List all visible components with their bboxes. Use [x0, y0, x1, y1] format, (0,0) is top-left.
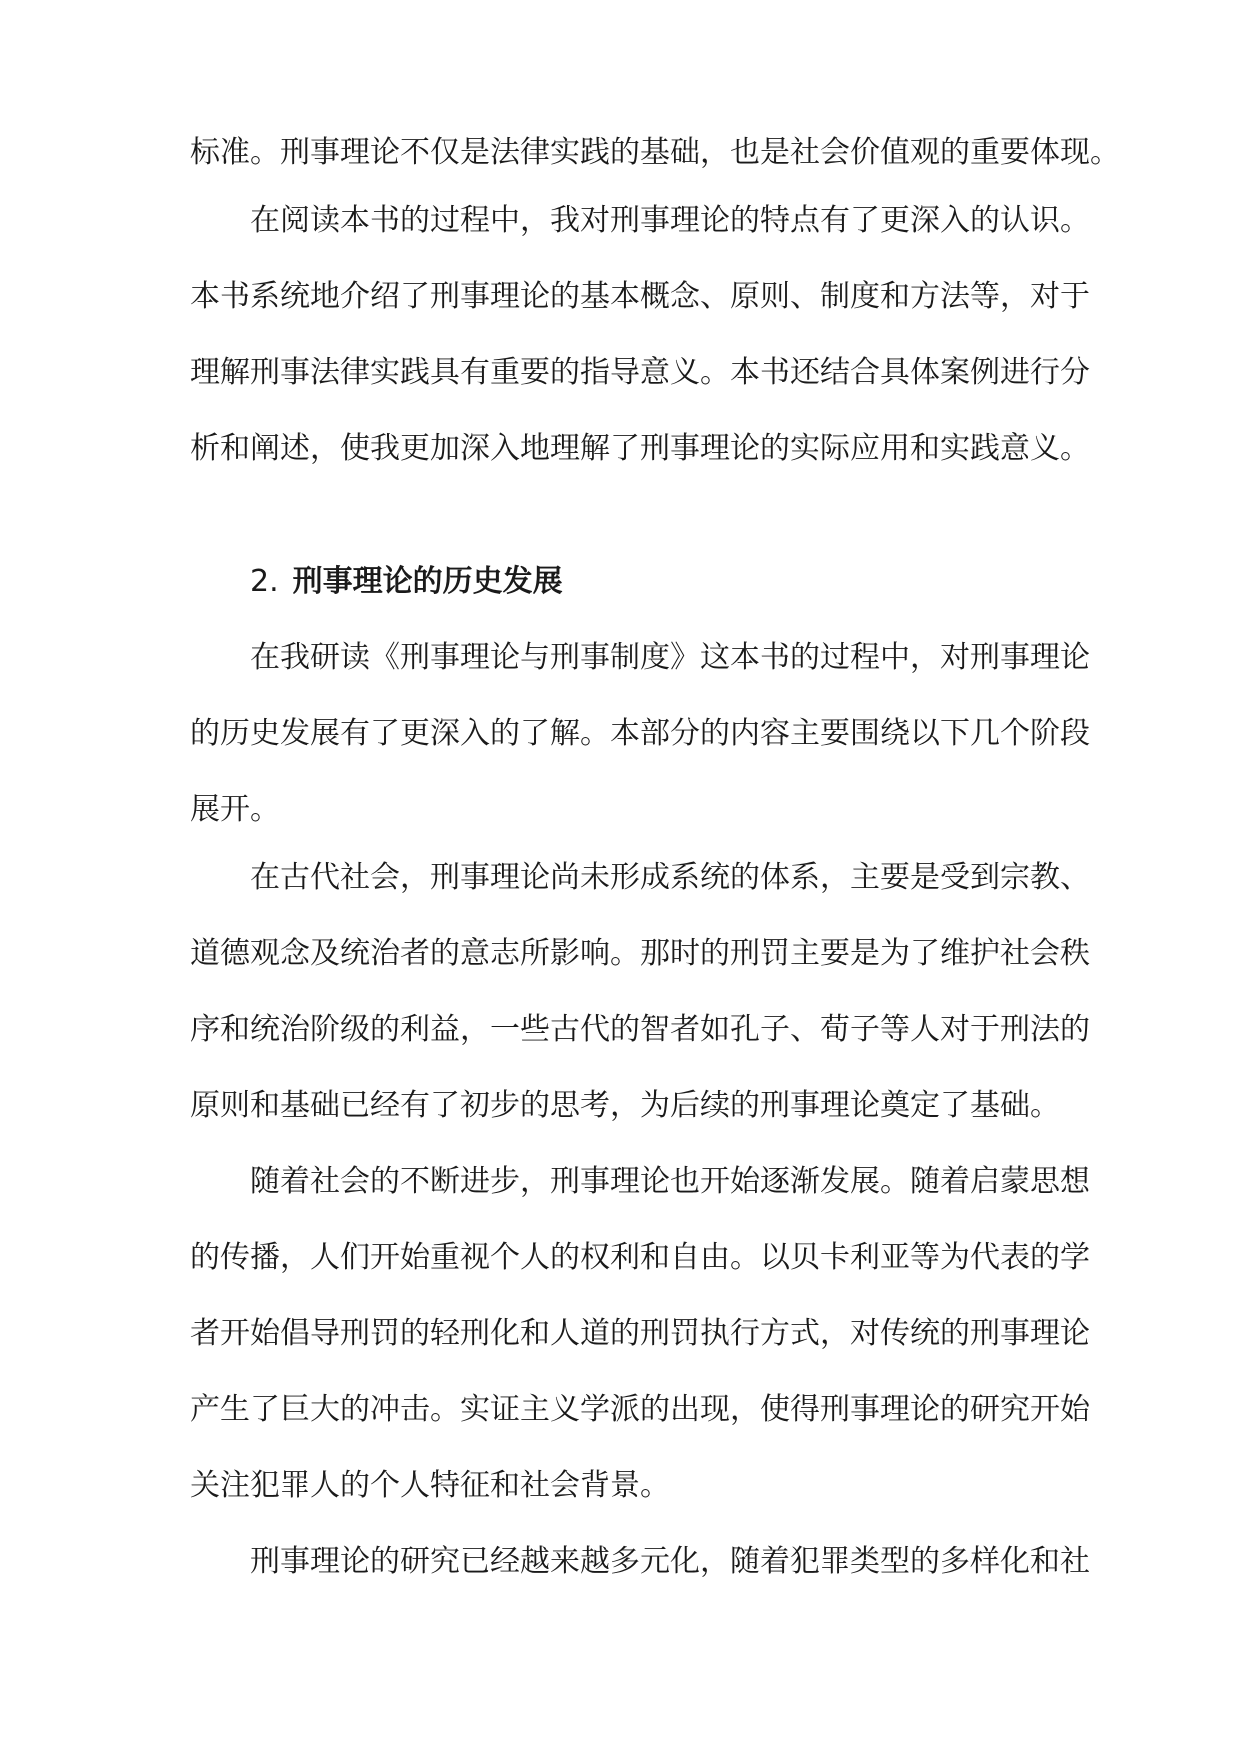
- text-line: 理解刑事法律实践具有重要的指导意义。本书还结合具体案例进行分: [190, 355, 1090, 390]
- paragraph-3: [190, 620, 1090, 848]
- text-line: 展开。: [190, 792, 280, 827]
- text-line: 标准。刑事理论不仅是法律实践的基础，也是社会价值观的重要体现。: [190, 135, 1120, 170]
- text-line: 在阅读本书的过程中，我对刑事理论的特点有了更深入的认识。: [250, 203, 1090, 238]
- text-line: 原则和基础已经有了初步的思考，为后续的刑事理论奠定了基础。: [190, 1088, 1060, 1123]
- text-line: 的历史发展有了更深入的了解。本部分的内容主要围绕以下几个阶段: [190, 716, 1090, 751]
- text-line: 在古代社会，刑事理论尚未形成系统的体系，主要是受到宗教、: [250, 860, 1090, 895]
- text-line: 析和阐述，使我更加深入地理解了刑事理论的实际应用和实践意义。: [190, 431, 1090, 466]
- text-line: 序和统治阶级的利益，一些古代的智者如孔子、荀子等人对于刑法的: [190, 1012, 1090, 1047]
- paragraph-4: [190, 840, 1090, 1144]
- paragraph-5: [190, 1144, 1090, 1524]
- paragraph-6: [190, 1524, 1090, 1600]
- section-heading: [250, 544, 563, 620]
- text-line: 关注犯罪人的个人特征和社会背景。: [190, 1468, 670, 1503]
- text-line: 本书系统地介绍了刑事理论的基本概念、原则、制度和方法等，对于: [190, 279, 1090, 314]
- text-line: 者开始倡导刑罚的轻刑化和人道的刑罚执行方式，对传统的刑事理论: [190, 1316, 1090, 1351]
- paragraph-2: [190, 183, 1090, 487]
- paragraph-1: [190, 115, 1120, 191]
- text-line: 产生了巨大的冲击。实证主义学派的出现，使得刑事理论的研究开始: [190, 1392, 1090, 1427]
- section-number: 2.: [250, 564, 279, 599]
- text-line: 随着社会的不断进步，刑事理论也开始逐渐发展。随着启蒙思想: [250, 1164, 1090, 1199]
- text-line: 在我研读《刑事理论与刑事制度》这本书的过程中，对刑事理论: [250, 640, 1090, 675]
- section-title: 刑事理论的历史发展: [292, 564, 563, 599]
- text-line: 刑事理论的研究已经越来越多元化，随着犯罪类型的多样化和社: [250, 1544, 1090, 1579]
- text-line: 的传播，人们开始重视个人的权利和自由。以贝卡利亚等为代表的学: [190, 1240, 1090, 1275]
- text-line: 道德观念及统治者的意志所影响。那时的刑罚主要是为了维护社会秩: [190, 936, 1090, 971]
